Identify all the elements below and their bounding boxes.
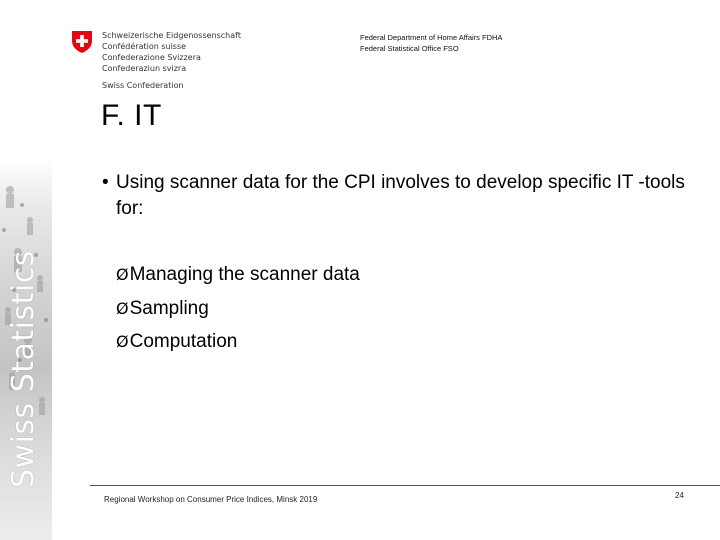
slide-title: F. IT (101, 99, 162, 132)
main-bullet (102, 170, 702, 222)
swiss-flag-icon (70, 30, 94, 54)
decorative-photo-strip (0, 160, 52, 540)
swiss-statistics-label: Swiss Statistics (6, 250, 41, 488)
footer-divider (90, 485, 720, 486)
sub-item (116, 330, 237, 354)
arrow-bullet-icon: Ø (116, 332, 129, 351)
sub-item-text: Computation (129, 331, 238, 352)
bullet-marker: • (102, 172, 109, 193)
confederation-en: Swiss Confederation (102, 81, 184, 90)
sub-item-text: Managing the scanner data (129, 264, 360, 285)
confederation-rm: Confederaziun svizra (102, 64, 187, 73)
sub-item (116, 297, 209, 321)
department-name: Federal Department of Home Affairs FDHA (360, 33, 503, 42)
arrow-bullet-icon: Ø (116, 299, 129, 318)
footer-text: Regional Workshop on Consumer Price Indices, Minsk 2019 (104, 495, 318, 504)
department-block (360, 32, 502, 54)
sub-item-text: Sampling (129, 298, 209, 319)
confederation-fr: Confédération suisse (102, 42, 187, 51)
confederation-it: Confederazione Svizzera (102, 53, 201, 62)
sub-item (116, 263, 360, 287)
confederation-names (102, 30, 241, 91)
bullet-text: Using scanner data for the CPI involves to develop specific IT -tools for: (116, 172, 685, 219)
confederation-de: Schweizerische Eidgenossenschaft (102, 31, 241, 40)
office-name: Federal Statistical Office FSO (360, 44, 459, 53)
arrow-bullet-icon: Ø (116, 265, 129, 284)
page-number: 24 (675, 491, 684, 500)
